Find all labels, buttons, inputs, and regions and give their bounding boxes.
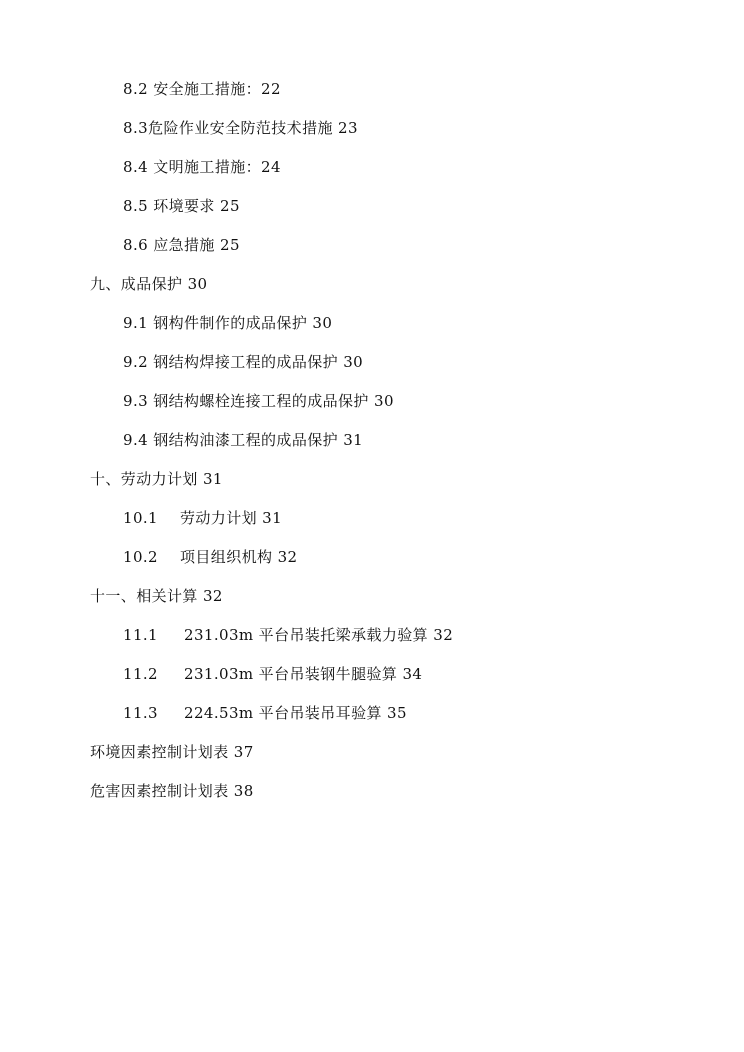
toc-entry-number: 9.1: [123, 314, 149, 332]
toc-entry-title: 环境因素控制计划表 37: [90, 743, 254, 761]
toc-entry-title: 危害因素控制计划表 38: [90, 782, 254, 800]
toc-entry-title: 钢构件制作的成品保护 30: [153, 314, 333, 332]
toc-entry-title: 224.53m 平台吊装吊耳验算 35: [184, 704, 407, 722]
toc-entry-number: 8.2: [123, 80, 149, 98]
toc-entry-title: 钢结构油漆工程的成品保护 31: [153, 431, 364, 449]
toc-chapter-9[interactable]: [0, 271, 744, 310]
toc-entry-8-4[interactable]: [0, 154, 744, 193]
toc-entry-title: 九、成品保护 30: [90, 275, 208, 293]
toc-entry-title: 十一、相关计算 32: [90, 587, 223, 605]
toc-entry-9-3[interactable]: [0, 388, 744, 427]
toc-appendix-hazard[interactable]: [0, 778, 744, 817]
toc-entry-title: 环境要求 25: [153, 197, 240, 215]
toc-entry-number: 10.1: [123, 509, 158, 527]
toc-entry-title: 文明施工措施：24: [153, 158, 281, 176]
toc-entry-9-4[interactable]: [0, 427, 744, 466]
toc-entry-number: 8.5: [123, 197, 149, 215]
toc-entry-title: 231.03m 平台吊装托梁承载力验算 32: [184, 626, 454, 644]
toc-entry-8-5[interactable]: [0, 193, 744, 232]
toc-entry-10-1[interactable]: [0, 505, 744, 544]
toc-entry-title: 安全施工措施：22: [153, 80, 281, 98]
toc-entry-number: 11.1: [123, 626, 158, 644]
toc-entry-number: 8.4: [123, 158, 149, 176]
toc-entry-8-2[interactable]: [0, 76, 744, 115]
toc-entry-11-1[interactable]: [0, 622, 744, 661]
toc-entry-title: 危险作业安全防范技术措施 23: [148, 119, 358, 137]
toc-entry-number: 9.3: [123, 392, 149, 410]
toc-entry-8-3[interactable]: [0, 115, 744, 154]
toc-entry-title: 钢结构焊接工程的成品保护 30: [153, 353, 364, 371]
toc-entry-number: 10.2: [123, 548, 158, 566]
toc-entry-number: 8.6: [123, 236, 149, 254]
toc-entry-11-2[interactable]: [0, 661, 744, 700]
toc-entry-8-6[interactable]: [0, 232, 744, 271]
toc-entry-number: 11.2: [123, 665, 158, 683]
toc-entry-title: 应急措施 25: [153, 236, 240, 254]
toc-chapter-10[interactable]: [0, 466, 744, 505]
toc-entry-title: 项目组织机构 32: [180, 548, 298, 566]
toc-entry-number: 9.4: [123, 431, 149, 449]
toc-entry-title: 十、劳动力计划 31: [90, 470, 223, 488]
toc-entry-9-1[interactable]: [0, 310, 744, 349]
toc-entry-11-3[interactable]: [0, 700, 744, 739]
table-of-contents: [0, 76, 744, 817]
toc-entry-9-2[interactable]: [0, 349, 744, 388]
toc-entry-10-2[interactable]: [0, 544, 744, 583]
toc-entry-number: 9.2: [123, 353, 149, 371]
toc-entry-title: 劳动力计划 31: [180, 509, 283, 527]
toc-entry-title: 钢结构螺栓连接工程的成品保护 30: [153, 392, 394, 410]
toc-entry-number: 8.3: [123, 119, 149, 137]
toc-appendix-environment[interactable]: [0, 739, 744, 778]
toc-chapter-11[interactable]: [0, 583, 744, 622]
toc-entry-title: 231.03m 平台吊装钢牛腿验算 34: [184, 665, 423, 683]
toc-entry-number: 11.3: [123, 704, 158, 722]
